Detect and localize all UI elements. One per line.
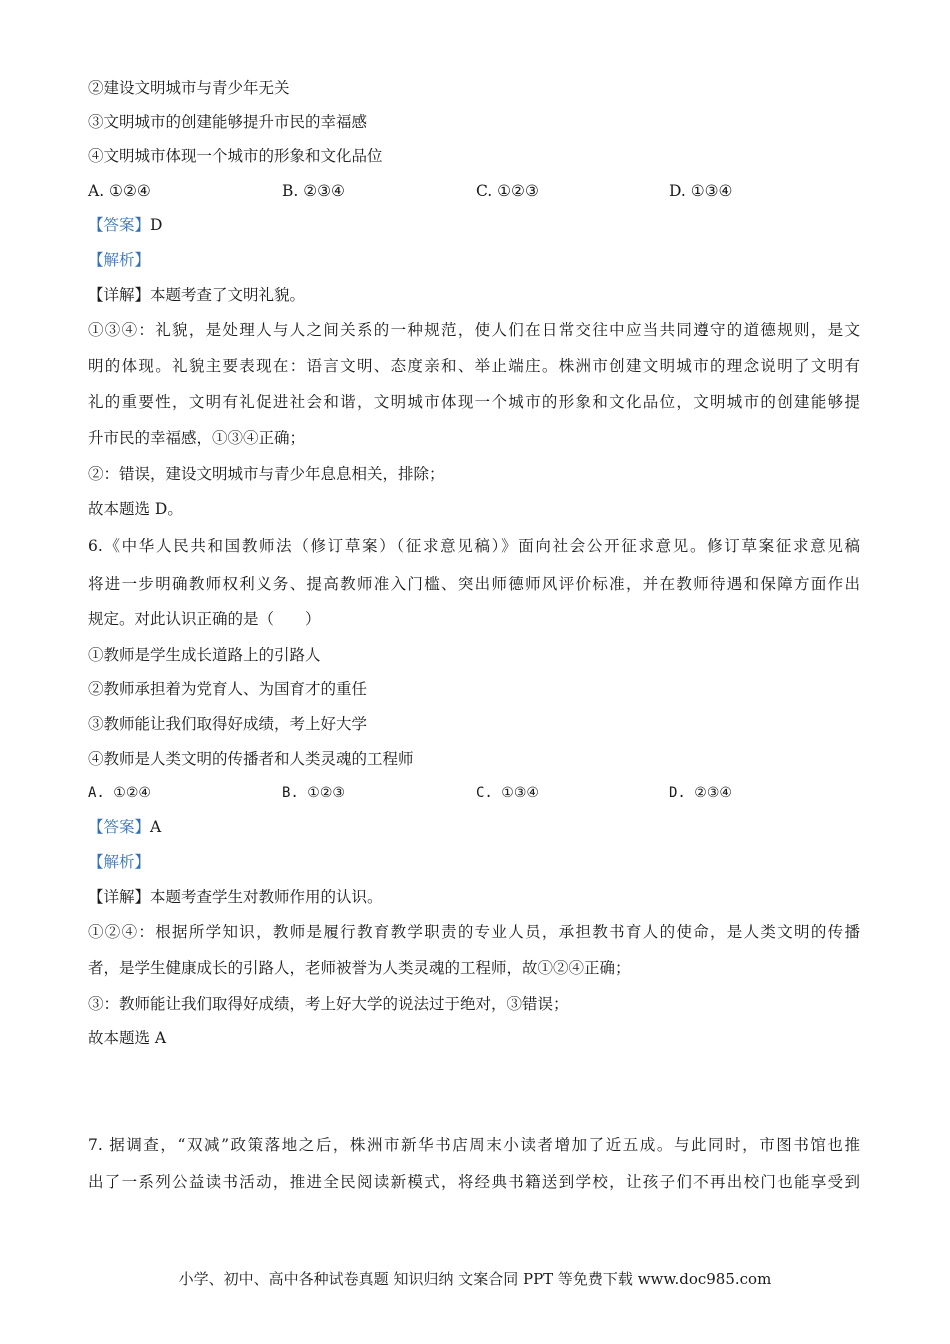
answer-tag: 【答案】: [88, 216, 151, 234]
q6-statement-2: ②教师承担着为党育人、为国育才的重任: [88, 680, 368, 698]
q6-conclusion: 故本题选 A: [88, 1029, 167, 1047]
q6-option-d: D. ②③④: [669, 785, 732, 801]
q6-option-b: B. ①②③: [282, 785, 345, 801]
q6-stem-line: 规定。对此认识正确的是（ ）: [88, 610, 321, 628]
q5-option-b: B. ②③④: [282, 182, 345, 200]
q5-explain-line: 礼的重要性，文明有礼促进社会和谐，文明城市体现一个城市的形象和文化品位，文明城市的创建能够提: [88, 393, 860, 411]
q5-statement-3: ③文明城市的创建能够提升市民的幸福感: [88, 113, 368, 131]
detail-text: 本题考查了文明礼貌。: [150, 286, 306, 304]
q6-option-a: A. ①②④: [88, 785, 151, 801]
q6-option-c: C. ①③④: [476, 785, 539, 801]
q5-option-c: C. ①②③: [476, 182, 539, 200]
q5-conclusion: 故本题选 D。: [88, 500, 183, 518]
q6-answer: [88, 817, 860, 837]
q6-stem-line: 将进一步明确教师权利义务、提高教师准入门槛、突出师德师风评价标准，并在教师待遇和保障方面作出: [88, 575, 860, 593]
q6-explain-line: ①②④：根据所学知识，教师是履行教育教学职责的专业人员，承担教书育人的使命，是人类文明的传播: [88, 923, 860, 941]
q5-explain-line: 明的体现。礼貌主要表现在：语言文明、态度亲和、举止端庄。株洲市创建文明城市的理念说明了文明有: [88, 357, 860, 375]
q5-detail: [88, 285, 860, 305]
q6-stem-line: 6.《中华人民共和国教师法（修订草案）（征求意见稿）》面向社会公开征求意见。修订草案征求意见稿: [88, 537, 860, 555]
detail-text: 本题考查学生对教师作用的认识。: [150, 888, 383, 906]
q5-statement-4: ④文明城市体现一个城市的形象和文化品位: [88, 147, 383, 165]
q5-statement-2: ②建设文明城市与青少年无关: [88, 79, 290, 97]
q5-answer: [88, 215, 860, 235]
q6-wrong-item: ③：教师能让我们取得好成绩，考上好大学的说法过于绝对，③错误；: [88, 995, 569, 1013]
page-footer: 小学、初中、高中各种试卷真题 知识归纳 文案合同 PPT 等免费下载 www.doc985.com: [178, 1270, 772, 1288]
q6-statement-3: ③教师能让我们取得好成绩，考上好大学: [88, 715, 368, 733]
q7-stem-line: 7. 据调查，“双减”政策落地之后，株洲市新华书店周末小读者增加了近五成。与此同时，市图书馆也推: [88, 1136, 860, 1154]
q6-detail: [88, 887, 860, 907]
q6-analysis-tag: 【解析】: [88, 853, 151, 871]
q5-option-a: A. ①②④: [88, 182, 151, 200]
answer-tag: 【答案】: [88, 818, 151, 836]
answer-value: D: [150, 216, 163, 234]
q5-explain-line: ①③④：礼貌，是处理人与人之间关系的一种规范，使人们在日常交往中应当共同遵守的道德规则，是文: [88, 321, 860, 339]
q5-wrong-item: ②：错误，建设文明城市与青少年息息相关，排除；: [88, 465, 445, 483]
q5-option-d: D. ①③④: [669, 182, 733, 200]
q6-explain-line: 者，是学生健康成长的引路人，老师被誉为人类灵魂的工程师，故①②④正确；: [88, 959, 631, 977]
detail-tag: 【详解】: [88, 286, 151, 304]
q6-statement-4: ④教师是人类文明的传播者和人类灵魂的工程师: [88, 750, 414, 768]
detail-tag: 【详解】: [88, 888, 151, 906]
q7-stem-line: 出了一系列公益读书活动，推进全民阅读新模式，将经典书籍送到学校，让孩子们不再出校门也能享受到: [88, 1173, 860, 1191]
q5-analysis-tag: 【解析】: [88, 251, 151, 269]
answer-value: A: [150, 818, 162, 836]
q6-statement-1: ①教师是学生成长道路上的引路人: [88, 646, 321, 664]
q5-explain-line: 升市民的幸福感，①③④正确；: [88, 429, 306, 447]
